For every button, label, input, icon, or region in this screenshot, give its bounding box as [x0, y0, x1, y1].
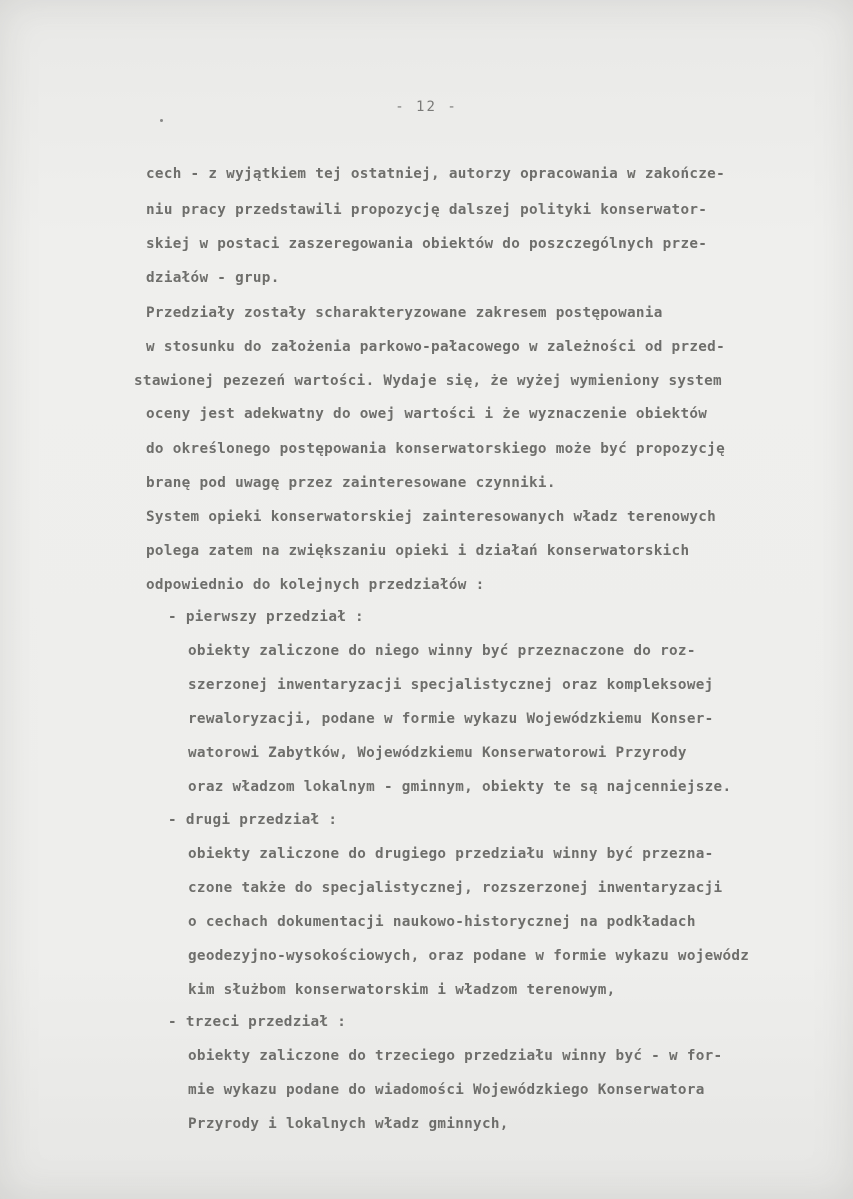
- stray-mark: [160, 119, 163, 122]
- text-line: polega zatem na zwiększaniu opieki i działań konserwatorskich: [146, 543, 690, 559]
- text-line: oraz władzom lokalnym - gminnym, obiekty te są najcenniejsze.: [188, 779, 732, 795]
- text-line: niu pracy przedstawili propozycję dalszej polityki konserwator-: [146, 202, 708, 218]
- text-line: skiej w postaci zaszeregowania obiektów do poszczególnych prze-: [146, 236, 708, 252]
- text-line: System opieki konserwatorskiej zainteresowanych władz terenowych: [146, 509, 717, 525]
- page-number: - 12 -: [395, 99, 458, 115]
- text-line: Przedziały zostały scharakteryzowane zakresem postępowania: [146, 305, 663, 321]
- text-line: mie wykazu podane do wiadomości Wojewódzkiego Konserwatora: [188, 1082, 705, 1098]
- text-line: obiekty zaliczone do niego winny być przeznaczone do roz-: [188, 643, 696, 659]
- text-line: stawionej pezezeń wartości. Wydaje się, że wyżej wymieniony system: [134, 373, 722, 389]
- text-line: obiekty zaliczone do trzeciego przedziału winny być - w for-: [188, 1048, 723, 1064]
- text-line: szerzonej inwentaryzacji specjalistycznej oraz kompleksowej: [188, 677, 714, 693]
- text-line: w stosunku do założenia parkowo-pałacowego w zależności od przed-: [146, 339, 725, 355]
- text-line: geodezyjno-wysokościowych, oraz podane w formie wykazu wojewódz: [188, 948, 750, 964]
- text-line: branę pod uwagę przez zainteresowane czynniki.: [146, 475, 556, 491]
- list-item-heading: - pierwszy przedział :: [168, 609, 364, 625]
- list-item-heading: - trzeci przedział :: [168, 1014, 347, 1030]
- list-item-heading: - drugi przedział :: [168, 812, 338, 828]
- text-line: obiekty zaliczone do drugiego przedziału winny być przezna-: [188, 846, 714, 862]
- text-line: o cechach dokumentacji naukowo-historycznej na podkładach: [188, 914, 696, 930]
- text-line: watorowi Zabytków, Wojewódzkiemu Konserwatorowi Przyrody: [188, 745, 687, 761]
- text-line: oceny jest adekwatny do owej wartości i że wyznaczenie obiektów: [146, 406, 708, 422]
- text-line: odpowiednio do kolejnych przedziałów :: [146, 577, 485, 593]
- text-line: cech - z wyjątkiem tej ostatniej, autorzy opracowania w zakończe-: [146, 166, 725, 182]
- text-line: kim służbom konserwatorskim i władzom terenowym,: [188, 982, 616, 998]
- text-line: działów - grup.: [146, 270, 280, 286]
- text-line: Przyrody i lokalnych władz gminnych,: [188, 1116, 509, 1132]
- text-line: czone także do specjalistycznej, rozszerzonej inwentaryzacji: [188, 880, 723, 896]
- text-line: do określonego postępowania konserwatorskiego może być propozycję: [146, 441, 725, 457]
- text-line: rewaloryzacji, podane w formie wykazu Wojewódzkiemu Konser-: [188, 711, 714, 727]
